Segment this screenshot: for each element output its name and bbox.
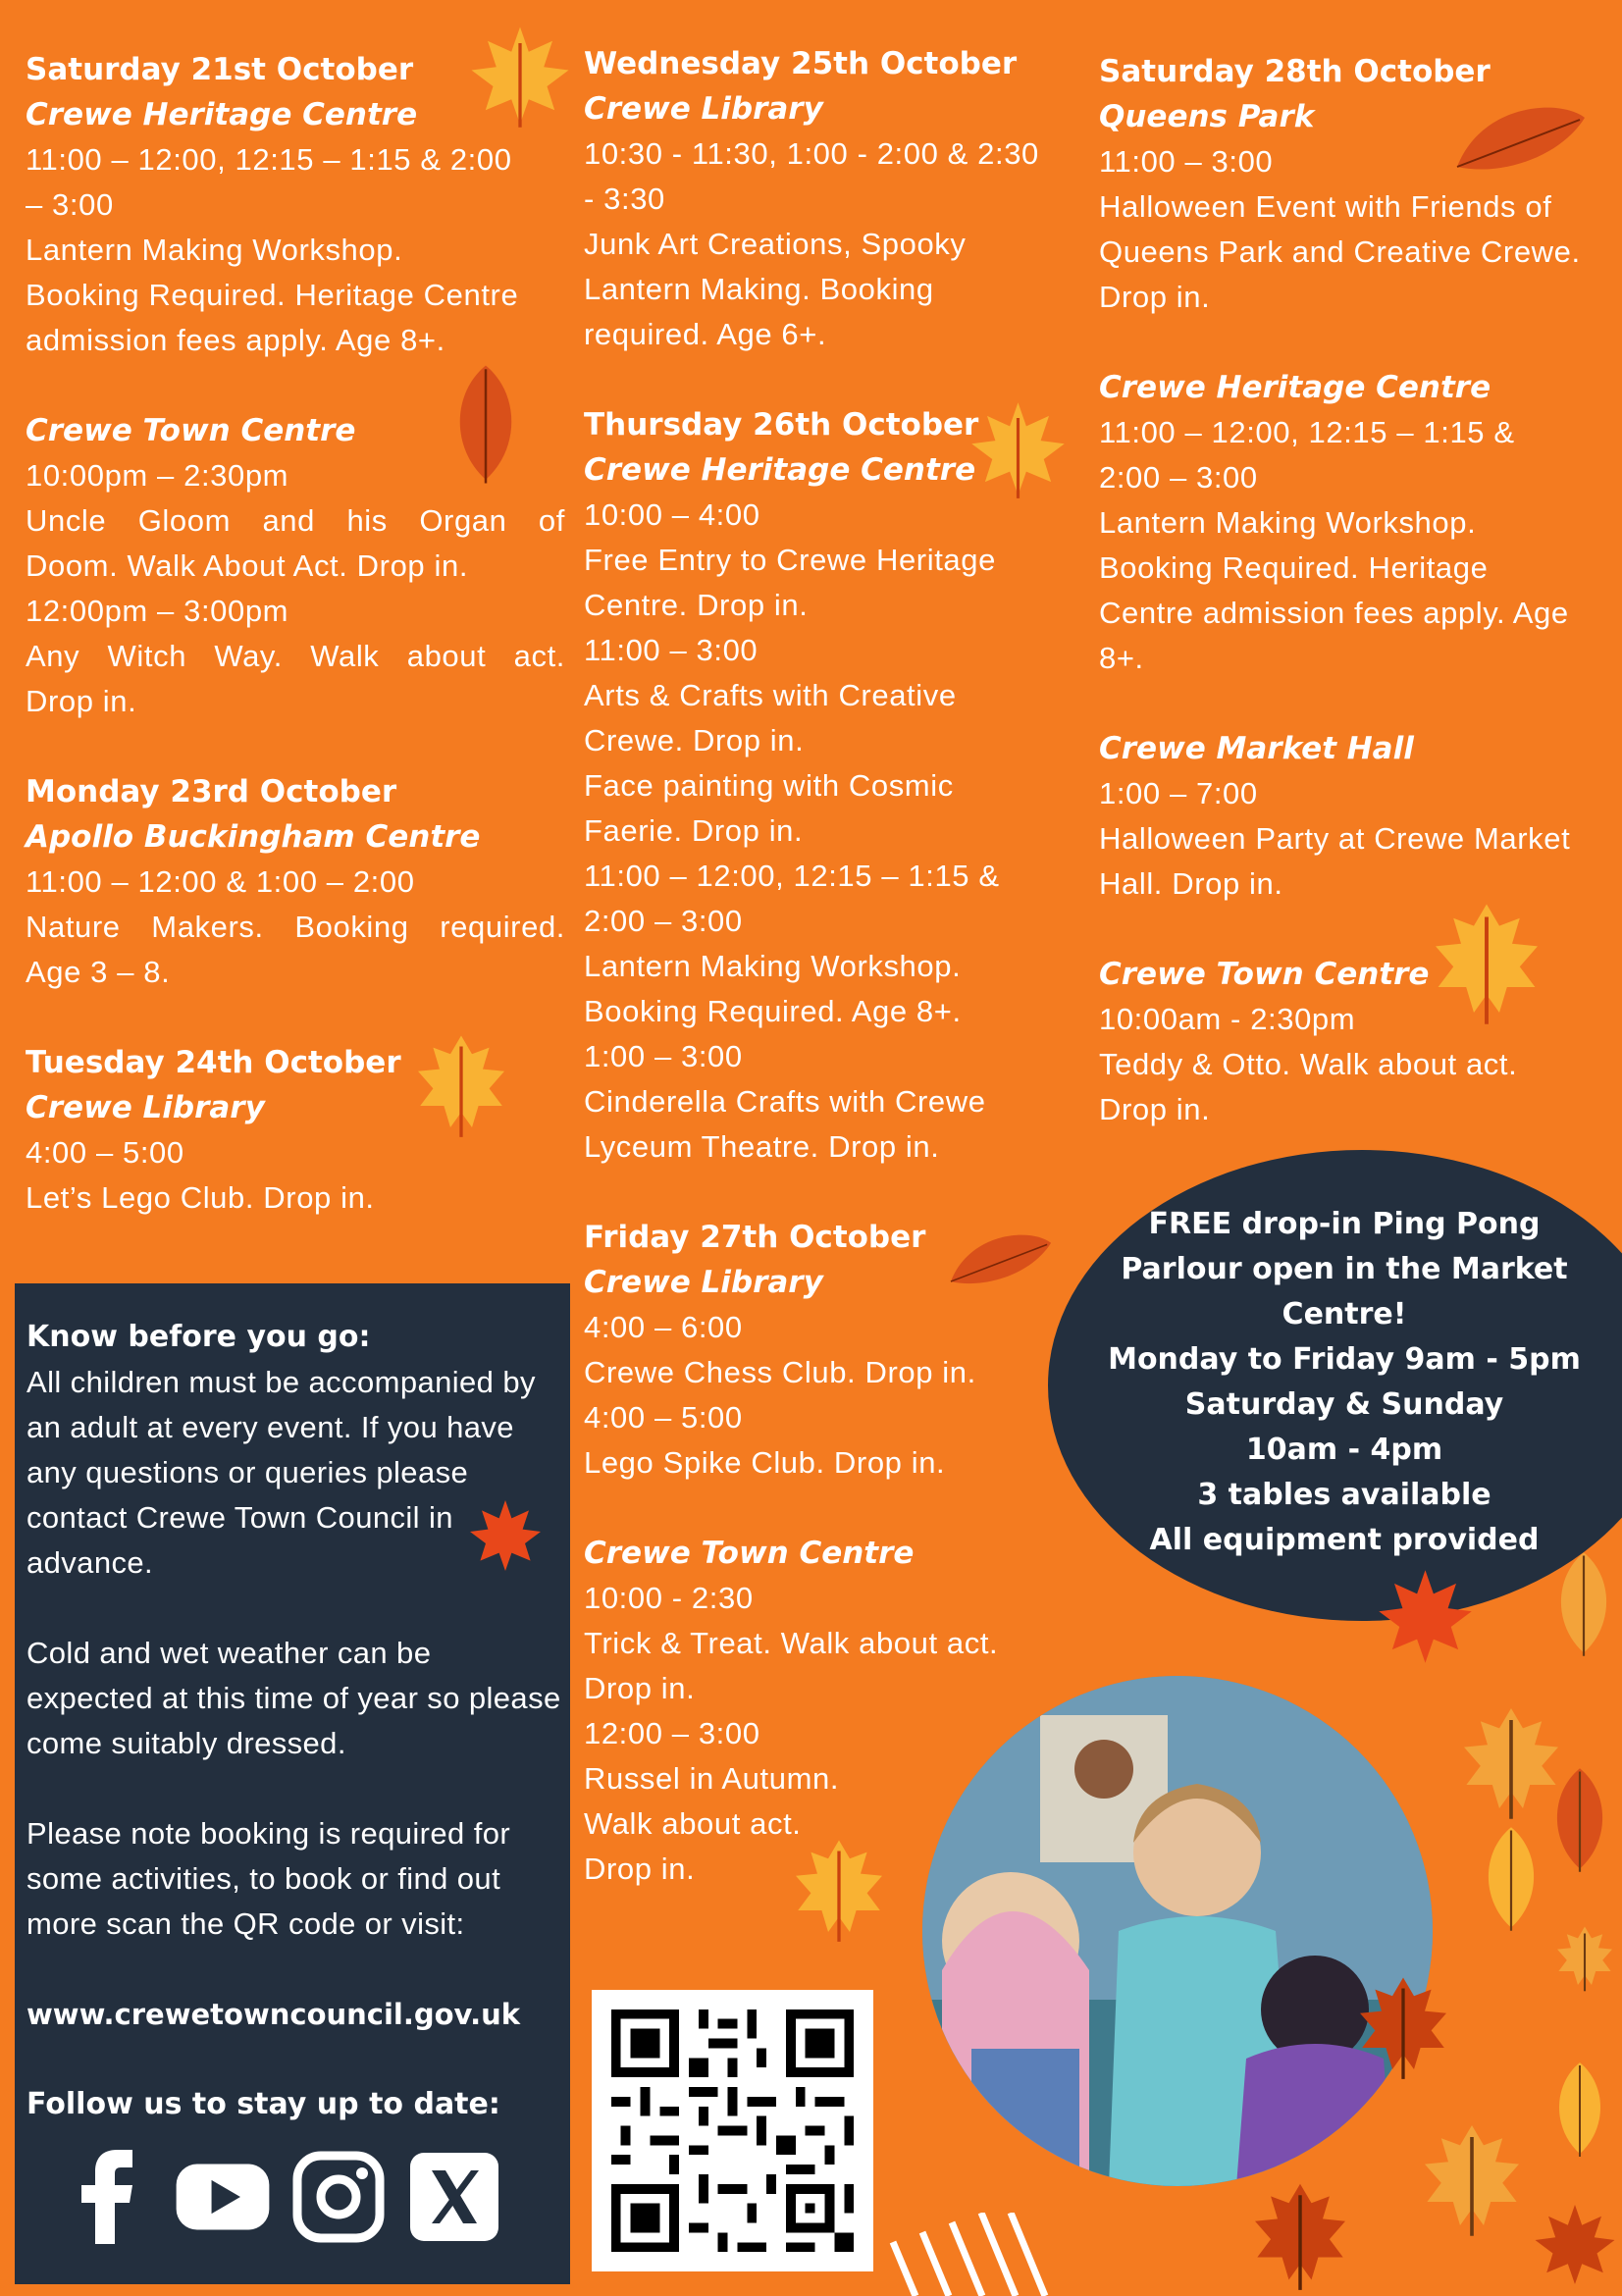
event-venue: Crewe Heritage Centre — [584, 452, 976, 488]
event-line: Centre admission fees apply. Age — [1099, 596, 1569, 630]
event-venue: Crewe Heritage Centre — [1099, 370, 1491, 405]
event-line: 12:00 – 3:00 — [584, 1716, 760, 1750]
event-line: Uncle Gloom and his Organ of — [26, 503, 565, 538]
maple-leaf-icon — [466, 22, 574, 130]
pingpong-line: Saturday & Sunday — [1184, 1387, 1504, 1422]
stripes-decoration — [888, 2213, 1055, 2296]
event-line: Booking Required. Heritage Centre — [26, 278, 519, 312]
event-line: 4:00 – 6:00 — [584, 1310, 743, 1344]
schedule-column-2 — [584, 41, 1084, 1937]
pingpong-line: Parlour open in the Market — [1121, 1252, 1568, 1286]
social-icons — [59, 2149, 502, 2245]
event-line: Halloween Party at Crewe Market — [1099, 821, 1571, 856]
event-line: 8+. — [1099, 641, 1144, 675]
oval-leaf-icon — [1541, 2061, 1619, 2159]
facebook-icon[interactable] — [59, 2149, 155, 2245]
event-line: – 3:00 — [26, 187, 114, 222]
event-line: 11:00 – 12:00 & 1:00 – 2:00 — [26, 864, 415, 899]
event-line: Doom. Walk About Act. Drop in. — [26, 548, 469, 583]
qr-code[interactable] — [592, 1990, 873, 2271]
event-line: Crewe Chess Club. Drop in. — [584, 1355, 976, 1389]
oval-leaf-icon — [1452, 98, 1590, 177]
event-line: 11:00 – 12:00, 12:15 – 1:15 & — [1099, 415, 1515, 449]
event-venue: Crewe Town Centre — [1099, 957, 1430, 992]
event-day: Monday 23rd October — [26, 774, 397, 809]
event-line: Let’s Lego Club. Drop in. — [26, 1180, 375, 1215]
event-day: Friday 27th October — [584, 1220, 926, 1255]
event-line: Halloween Event with Friends of — [1099, 189, 1552, 224]
maple-leaf-icon — [967, 397, 1070, 500]
event-block-wed25 — [584, 41, 1084, 357]
maple-leaf-icon — [466, 1496, 545, 1575]
event-day: Saturday 21st October — [26, 52, 414, 87]
event-line: Drop in. — [1099, 280, 1211, 314]
event-line: Centre. Drop in. — [584, 588, 809, 622]
event-line: Lego Spike Club. Drop in. — [584, 1445, 946, 1480]
pingpong-line: 3 tables available — [1197, 1478, 1491, 1512]
oval-leaf-icon — [1541, 1766, 1619, 1874]
oak-leaf-icon — [1550, 1904, 1619, 2011]
event-line: 10:00pm – 2:30pm — [26, 458, 289, 493]
oval-leaf-icon — [1545, 1550, 1622, 1658]
event-venue: Crewe Heritage Centre — [26, 97, 418, 132]
event-line: - 3:30 — [584, 182, 665, 216]
event-day: Wednesday 25th October — [584, 46, 1018, 81]
oak-leaf-icon — [1423, 898, 1550, 1025]
event-line: Queens Park and Creative Crewe. — [1099, 235, 1581, 269]
event-line: Booking Required. Heritage — [1099, 550, 1489, 585]
info-paragraph: Cold and wet weather can be expected at this time of year so please come suitably dressed. — [26, 1636, 561, 1760]
event-line: Drop in. — [26, 684, 137, 718]
event-line: Lantern Making Workshop. — [26, 233, 403, 267]
event-line: Any Witch Way. Walk about act. — [26, 639, 565, 673]
oval-leaf-icon — [947, 1217, 1055, 1300]
event-day: Saturday 28th October — [1099, 54, 1491, 89]
event-line: Lantern Making Workshop. — [1099, 505, 1477, 540]
event-line: Face painting with Cosmic — [584, 768, 954, 803]
oak-leaf-icon — [1344, 1972, 1462, 2080]
event-line: 1:00 – 7:00 — [1099, 776, 1258, 810]
event-line: 1:00 – 3:00 — [584, 1039, 743, 1073]
event-venue: Apollo Buckingham Centre — [26, 819, 481, 855]
event-line: Cinderella Crafts with Crewe — [584, 1084, 986, 1119]
event-line: required. Age 6+. — [584, 317, 827, 351]
event-line: Nature Makers. Booking required. — [26, 910, 565, 944]
event-line: Crewe. Drop in. — [584, 723, 805, 757]
event-line: Drop in. — [584, 1852, 696, 1886]
event-line: Lantern Making. Booking — [584, 272, 934, 306]
event-line: Russel in Autumn. — [584, 1761, 840, 1796]
event-line: 12:00pm – 3:00pm — [26, 594, 289, 628]
event-line: Hall. Drop in. — [1099, 866, 1283, 901]
oak-leaf-icon — [1413, 2119, 1531, 2237]
event-line: Walk about act. — [584, 1806, 802, 1841]
event-line: Teddy & Otto. Walk about act. — [1099, 1047, 1518, 1081]
event-line: Faerie. Drop in. — [584, 813, 804, 848]
oval-leaf-icon — [1472, 1825, 1550, 1933]
event-line: Junk Art Creations, Spooky — [584, 227, 967, 261]
event-line: admission fees apply. Age 8+. — [26, 323, 445, 357]
event-line: 2:00 – 3:00 — [1099, 460, 1258, 495]
follow-heading: Follow us to stay up to date: — [26, 2087, 500, 2121]
pingpong-line: 10am - 4pm — [1245, 1433, 1443, 1467]
event-venue: Crewe Library — [26, 1090, 265, 1125]
instagram-icon[interactable] — [290, 2149, 387, 2245]
event-line: 4:00 – 5:00 — [26, 1135, 184, 1170]
event-line: Drop in. — [1099, 1092, 1211, 1126]
pingpong-text — [1070, 1202, 1619, 1563]
event-line: 10:00 - 2:30 — [584, 1581, 754, 1615]
pingpong-line: Centre! — [1282, 1297, 1407, 1331]
event-line: 11:00 – 12:00, 12:15 – 1:15 & 2:00 — [26, 142, 512, 177]
event-line: Lantern Making Workshop. — [584, 949, 962, 983]
info-heading: Know before you go: — [26, 1320, 371, 1354]
oak-leaf-icon — [407, 1025, 515, 1143]
oak-leaf-icon — [785, 1825, 893, 1953]
event-block-market-c3 — [1099, 726, 1619, 907]
event-venue: Crewe Library — [584, 91, 823, 127]
info-paragraph: Please note booking is required for some activities, to book or find out more scan the QR code or visit: — [26, 1816, 511, 1941]
info-panel-content — [26, 1315, 561, 2127]
youtube-icon[interactable] — [175, 2149, 271, 2245]
event-line: 2:00 – 3:00 — [584, 904, 743, 938]
event-line: 10:00 – 4:00 — [584, 497, 760, 532]
event-block-sat28 — [1099, 49, 1619, 320]
maple-leaf-icon — [1531, 2198, 1619, 2291]
event-line: Lyceum Theatre. Drop in. — [584, 1129, 940, 1164]
event-line: 4:00 – 5:00 — [584, 1400, 743, 1435]
event-venue: Crewe Town Centre — [26, 413, 356, 448]
event-line: 10:00am - 2:30pm — [1099, 1002, 1356, 1036]
event-venue: Crewe Town Centre — [584, 1536, 915, 1571]
oak-leaf-icon — [1236, 2178, 1364, 2291]
event-line: Age 3 – 8. — [26, 955, 171, 989]
event-line: Trick & Treat. Walk about act. — [584, 1626, 999, 1660]
event-line: 11:00 – 3:00 — [1099, 144, 1274, 179]
children-photo — [922, 1676, 1433, 2186]
event-line: 11:00 – 12:00, 12:15 – 1:15 & — [584, 859, 1000, 893]
pingpong-line: All equipment provided — [1149, 1523, 1540, 1557]
event-venue: Crewe Library — [584, 1265, 823, 1300]
event-day: Tuesday 24th October — [26, 1045, 401, 1080]
info-paragraph: All children must be accompanied by an adult at every event. If you have any questions or queries please contact Crewe Town Council in advance. — [26, 1365, 536, 1580]
event-line: 10:30 - 11:30, 1:00 - 2:00 & 2:30 — [584, 136, 1039, 171]
event-block-heritage-c3 — [1099, 365, 1619, 681]
event-line: Booking Required. Age 8+. — [584, 994, 962, 1028]
x-icon[interactable] — [406, 2149, 502, 2245]
event-day: Thursday 26th October — [584, 407, 979, 443]
event-line: Drop in. — [584, 1671, 696, 1705]
info-panel — [15, 1283, 570, 2284]
website-link[interactable]: www.crewetowncouncil.gov.uk — [26, 1998, 521, 2031]
event-block-thu26 — [584, 402, 1084, 1170]
maple-leaf-icon — [1374, 1565, 1477, 1668]
event-line: 11:00 – 3:00 — [584, 633, 759, 667]
pingpong-line: FREE drop-in Ping Pong — [1148, 1207, 1541, 1241]
event-line: Free Entry to Crewe Heritage — [584, 543, 996, 577]
event-block-mon23 — [26, 769, 565, 995]
event-venue: Queens Park — [1099, 99, 1315, 134]
oval-leaf-icon — [442, 363, 530, 486]
event-venue: Crewe Market Hall — [1099, 731, 1414, 766]
event-line: Arts & Crafts with Creative — [584, 678, 957, 712]
pingpong-line: Monday to Friday 9am - 5pm — [1108, 1342, 1581, 1377]
